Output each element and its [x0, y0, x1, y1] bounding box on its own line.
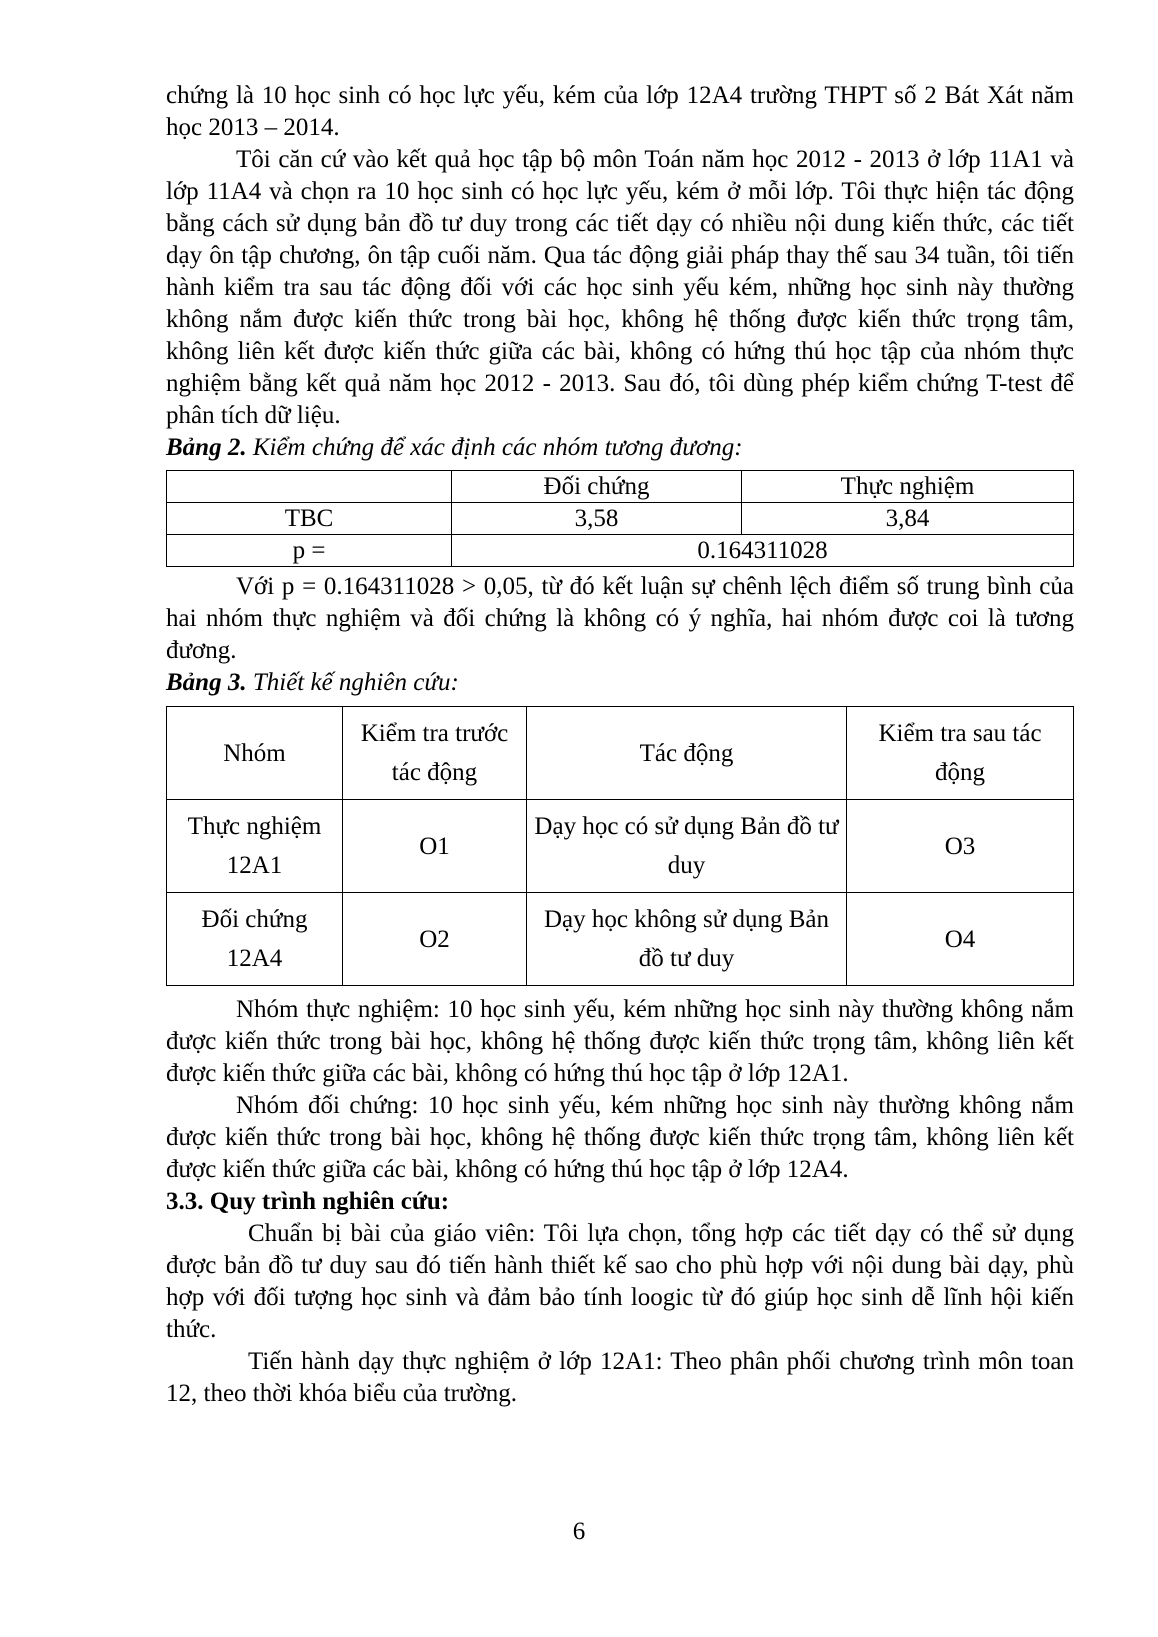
paragraph-5: Nhóm đối chứng: 10 học sinh yếu, kém những học sinh này thường không nắm được kiến thức trong bài học, không hệ thống được kiến thức trọng tâm, không liên kết được kiến thức giữa các bài, không có hứng thú học tập ở lớp 12A4. — [166, 1092, 1074, 1183]
table3-cell: Dạy học không sử dụng Bản đồ tư duy — [527, 893, 847, 986]
table3-header-tac-dong: Tác động — [527, 707, 847, 800]
table2-cell-tbc-doi-chung: 3,58 — [452, 503, 742, 535]
table2-caption-label: Bảng 2. — [166, 434, 247, 461]
table3-header-pretest: Kiểm tra trước tác động — [343, 707, 527, 800]
table3-cell: Thực nghiệm 12A1 — [167, 800, 343, 893]
table3-cell: Đối chứng 12A4 — [167, 893, 343, 986]
table2-header-doi-chung: Đối chứng — [452, 471, 742, 503]
table2-caption-text: Kiểm chứng để xác định các nhóm tương đương: — [246, 434, 743, 461]
table2-header-thuc-nghiem: Thực nghiệm — [742, 471, 1074, 503]
table3-cell: O1 — [343, 800, 527, 893]
table-equivalence — [166, 470, 1074, 567]
table2-row-label-tbc: TBC — [167, 503, 452, 535]
table2-cell-p-value: 0.164311028 — [452, 535, 1074, 567]
table3-cell: O4 — [847, 893, 1074, 986]
table3-header-nhom: Nhóm — [167, 707, 343, 800]
table2-caption — [166, 432, 1074, 464]
table-row — [167, 893, 1074, 986]
table3-cell: O3 — [847, 800, 1074, 893]
paragraph-4: Nhóm thực nghiệm: 10 học sinh yếu, kém những học sinh này thường không nắm được kiến thức trong bài học, không hệ thống được kiến thức trọng tâm, không liên kết được kiến thức giữa các bài, không có hứng thú học tập ở lớp 12A1. — [166, 996, 1074, 1087]
table2-row-label-p: p = — [167, 535, 452, 567]
table3-header-posttest: Kiểm tra sau tác động — [847, 707, 1074, 800]
table2-cell-tbc-thuc-nghiem: 3,84 — [742, 503, 1074, 535]
table3-cell: Dạy học có sử dụng Bản đồ tư duy — [527, 800, 847, 893]
paragraph-2: Tôi căn cứ vào kết quả học tập bộ môn Toán năm học 2012 - 2013 ở lớp 11A1 và lớp 11A4 và chọn ra 10 học sinh có học lực yếu, kém ở mỗi lớp. Tôi thực hiện tác động bằng cách sử dụng bản đồ tư duy trong các tiết dạy có nhiều nội dung kiến thức, các tiết dạy ôn tập chương, ôn tập cuối năm. Qua tác động giải pháp thay thế sau 34 tuần, tôi tiến hành kiểm tra sau tác động đối với các học sinh yếu kém, những học sinh này thường không nắm được kiến thức trong bài học, không hệ thống được kiến thức trọng tâm, không liên kết được kiến thức giữa các bài, không có hứng thú học tập của nhóm thực nghiệm bằng kết quả năm học 2012 - 2013. Sau đó, tôi dùng phép kiểm chứng T-test để phân tích dữ liệu. — [166, 146, 1074, 429]
table-row — [167, 800, 1074, 893]
table3-caption-text: Thiết kế nghiên cứu: — [246, 669, 459, 696]
table2-header-empty — [167, 471, 452, 503]
paragraph-7: Tiến hành dạy thực nghiệm ở lớp 12A1: Theo phân phối chương trình môn toan 12, theo thời khóa biểu của trường. — [166, 1348, 1074, 1407]
table3-caption-label: Bảng 3. — [166, 669, 247, 696]
table-research-design — [166, 706, 1074, 986]
page-number: 6 — [572, 1518, 586, 1545]
table3-caption — [166, 667, 1074, 699]
section-heading: 3.3. Quy trình nghiên cứu: — [166, 1188, 450, 1215]
table3-cell: O2 — [343, 893, 527, 986]
paragraph-6: Chuẩn bị bài của giáo viên: Tôi lựa chọn, tổng hợp các tiết dạy có thể sử dụng được bản đồ tư duy sau đó tiến hành thiết kế sao cho phù hợp với nội dung bài dạy, phù hợp với đối tượng học sinh và đảm bảo tính loogic từ đó giúp học sinh dễ lĩnh hội kiến thức. — [166, 1220, 1074, 1343]
document-page — [166, 80, 1074, 1410]
paragraph-3: Với p = 0.164311028 > 0,05, từ đó kết luận sự chênh lệch điểm số trung bình của hai nhóm thực nghiệm và đối chứng là không có ý nghĩa, hai nhóm được coi là tương đương. — [166, 573, 1074, 664]
paragraph-1: chứng là 10 học sinh có học lực yếu, kém của lớp 12A4 trường THPT số 2 Bát Xát năm học 2013 – 2014. — [166, 82, 1074, 141]
